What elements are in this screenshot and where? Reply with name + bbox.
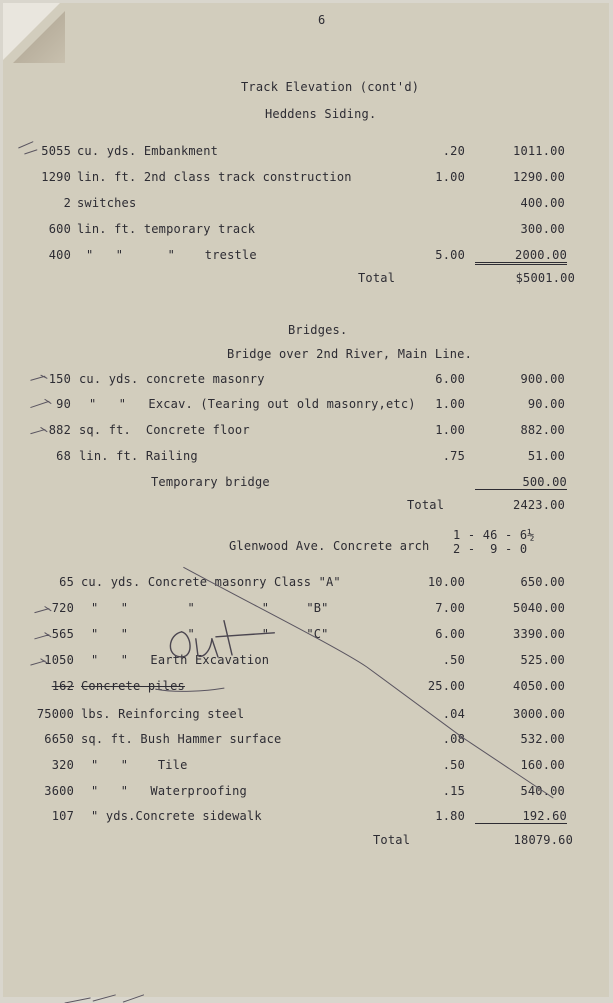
- row-amount: 882.00: [520, 423, 565, 437]
- row-qty: 5055: [41, 144, 71, 158]
- row-amount: 3000.00: [513, 707, 565, 721]
- row-desc: cu. yds. Embankment: [77, 144, 219, 158]
- row-qty: 1290: [41, 170, 71, 184]
- section-total-label: Total: [373, 833, 411, 847]
- row-rate: .50: [442, 653, 465, 667]
- row-qty: 3600: [44, 784, 74, 798]
- row-rate: 6.00: [435, 372, 465, 386]
- row-desc: lin. ft. temporary track: [77, 222, 256, 236]
- row-qty: 1050: [44, 653, 74, 667]
- row-rate: .75: [442, 449, 465, 463]
- row-rate: .08: [442, 732, 465, 746]
- section-total-label: Total: [407, 498, 445, 512]
- row-qty: 320: [51, 758, 74, 772]
- row-desc: Concrete piles: [81, 679, 185, 693]
- arch-dimensions-bottom: 2 - 9 - 0: [453, 542, 528, 556]
- row-qty: 65: [59, 575, 74, 589]
- row-desc: cu. yds. concrete masonry: [79, 372, 265, 386]
- row-qty: 882: [48, 423, 71, 437]
- row-rate: 1.00: [435, 397, 465, 411]
- row-amount: 900.00: [520, 372, 565, 386]
- document-page: [3, 3, 609, 997]
- row-desc: " " Tile: [91, 758, 188, 772]
- row-desc: Temporary bridge: [151, 475, 270, 489]
- row-qty: 600: [48, 222, 71, 236]
- row-qty: 720: [51, 601, 74, 615]
- pencil-scribble: [65, 995, 143, 1003]
- row-qty: 68: [56, 449, 71, 463]
- arch-dimensions-top: 1 - 46 - 6½: [453, 528, 535, 542]
- bridges-heading: Bridges.: [288, 323, 348, 337]
- row-desc: " " " " "B": [91, 601, 329, 615]
- row-qty: 75000: [36, 707, 74, 721]
- row-rate: .20: [442, 144, 465, 158]
- row-desc: " " " trestle: [86, 248, 257, 262]
- row-qty: 150: [48, 372, 71, 386]
- section-total-value: $5001.00: [515, 271, 575, 285]
- document-title: Track Elevation (cont'd): [241, 80, 420, 94]
- row-desc: sq. ft. Bush Hammer surface: [81, 732, 282, 746]
- section-total-value: 2423.00: [513, 498, 565, 512]
- section-total-label: Total: [358, 271, 396, 285]
- row-amount: 525.00: [520, 653, 565, 667]
- row-amount: 51.00: [527, 449, 565, 463]
- row-amount: 1011.00: [513, 144, 565, 158]
- row-amount: 400.00: [520, 196, 565, 210]
- row-desc: lin. ft. 2nd class track construction: [77, 170, 352, 184]
- row-amount: 1290.00: [513, 170, 565, 184]
- row-amount: 3390.00: [513, 627, 565, 641]
- row-qty: 162: [51, 679, 74, 693]
- row-rate: 10.00: [427, 575, 465, 589]
- row-desc: " " Waterproofing: [91, 784, 247, 798]
- row-desc: sq. ft. Concrete floor: [79, 423, 250, 437]
- row-rate: 1.00: [435, 170, 465, 184]
- row-amount: 540.00: [520, 784, 565, 798]
- row-rate: .50: [442, 758, 465, 772]
- row-qty: 2: [63, 196, 71, 210]
- row-desc: " " Excav. (Tearing out old masonry,etc): [89, 397, 416, 411]
- row-amount: 300.00: [520, 222, 565, 236]
- row-rate: 25.00: [427, 679, 465, 693]
- row-amount: 90.00: [527, 397, 565, 411]
- row-qty: 90: [56, 397, 71, 411]
- row-desc: " yds.Concrete sidewalk: [91, 809, 262, 823]
- page-number: 6: [318, 13, 326, 27]
- row-amount: 500.00: [475, 475, 567, 490]
- row-desc: lin. ft. Railing: [79, 449, 198, 463]
- row-rate: 1.00: [435, 423, 465, 437]
- row-amount: 532.00: [520, 732, 565, 746]
- bridge-title: Bridge over 2nd River, Main Line.: [227, 347, 473, 361]
- row-amount: 4050.00: [513, 679, 565, 693]
- row-rate: 6.00: [435, 627, 465, 641]
- row-desc: " " Earth Excavation: [91, 653, 270, 667]
- row-desc: cu. yds. Concrete masonry Class "A": [81, 575, 341, 589]
- row-desc: switches: [77, 196, 137, 210]
- row-qty: 107: [51, 809, 74, 823]
- row-rate: 5.00: [435, 248, 465, 262]
- row-rate: .15: [442, 784, 465, 798]
- row-amount: 650.00: [520, 575, 565, 589]
- row-rate: 1.80: [435, 809, 465, 823]
- row-desc: lbs. Reinforcing steel: [81, 707, 245, 721]
- section-total-value: 18079.60: [513, 833, 573, 847]
- row-qty: 400: [48, 248, 71, 262]
- row-qty: 565: [51, 627, 74, 641]
- row-desc: " " " " "C": [91, 627, 329, 641]
- row-amount: 192.60: [475, 809, 567, 824]
- row-amount: 160.00: [520, 758, 565, 772]
- row-amount: 5040.00: [513, 601, 565, 615]
- bridge-title: Glenwood Ave. Concrete arch: [229, 539, 430, 553]
- row-rate: .04: [442, 707, 465, 721]
- row-qty: 6650: [44, 732, 74, 746]
- document-subtitle: Heddens Siding.: [265, 107, 377, 121]
- row-rate: 7.00: [435, 601, 465, 615]
- row-amount: 2000.00: [475, 248, 567, 265]
